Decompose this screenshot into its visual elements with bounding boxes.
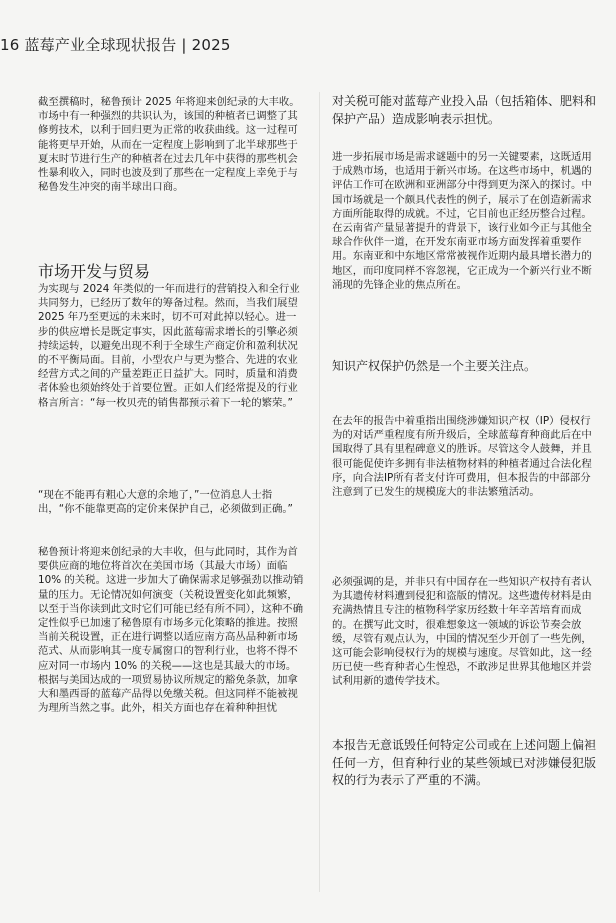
paragraph-text: 必须强调的是，并非只有中国存在一些知识产权持有者认为其遗传材料遭到侵犯和盗版的情况。这些遗传材料是由充满热情且专注的植物科学家历经数十年辛苦培育而成的。在撰写此文时，很难想象这一领域的诉讼节奏会放缓，尽管有观点认为，中国的情况至少开创了一些先例，这可能会影响侵权行为的规模与速度。尽管如此，这一经历已使一些育种者心生惶恐，不敢涉足世界其他地区并尝试利用新的遗传学技术。 — [332, 576, 592, 688]
ip-section-title — [332, 358, 598, 375]
left-paragraph-4 — [38, 545, 304, 715]
paragraph-text: 截至撰稿时，秘鲁预计 2025 年将迎来创纪录的大丰收。市场中有一种强烈的共识认为，该国的种植者已调整了其修剪技术，以利于回归更为正常的收获曲线。这一过程可能将更早开始，从而在一定程度上影响到了北半球那些于夏末时节进行生产的种植者在过去几年中获得的那些机会性暴利收入，同时也波及到了那些在一定程度上幸免于与秘鲁发生冲突的南半球出口商。 — [38, 96, 300, 194]
market-section — [38, 262, 304, 410]
right-paragraph-2 — [332, 150, 598, 292]
left-quote-paragraph — [38, 488, 304, 516]
left-paragraph-1 — [38, 95, 304, 194]
paragraph-text: 秘鲁预计将迎来创纪录的大丰收，但与此同时，其作为首要供应商的地位将首次在美国市场（其最大市场）面临 10% 的关税。这进一步加大了确保需求足够强劲以推动销量的压力。无论情况如何演变（关税设置变化如此频繁，以至于当你读到此文时它们可能已经有所不同），这种不确定性似乎已加速了秘鲁原有市场多元化策略的推进。按照当前关税设置，正在进行调整以适应南方高丛品种新市场范式、从而影响其一度专属窗口的智利行业，也将不得不应对同一市场内 10% 的关税——这也是其最大的市场。 根据与美国达成的一项贸易协议所规定的豁免条款，加拿大和墨西哥的蓝莓产品得以免缴关税。但这同样不能被视为理所当然之事。此外，相关方面也存在着种种担忧 — [38, 546, 304, 715]
paragraph-text: 进一步拓展市场是需求谜题中的另一关键要素，这既适用于成熟市场，也适用于新兴市场。在这些市场中，机遇的评估工作可在欧洲和亚洲部分中得到更为深入的探讨。中国市场就是一个颇具代表性的例子，展示了在创造新需求方面所能取得的成就。不过，它目前也正经历整合过程。在云南省产量显著提升的背景下，该行业如今正与其他全球合作伙伴一道，在开发东南亚市场方面发挥着重要作用。东南亚和中东地区常常被视作近期内最具增长潜力的地区，而印度同样不容忽视，它正成为一个新兴行业不断涌现的先锋企业的焦点所在。 — [332, 151, 592, 291]
right-paragraph-4 — [332, 575, 598, 689]
section-title-market: 市场开发与贸易 — [38, 262, 151, 281]
right-closing-paragraph — [332, 737, 598, 790]
quote-text: “现在不能再有粗心大意的余地了，”一位消息人士指出，“你不能靠更高的定价来保护自己，必须做到正确。” — [38, 489, 293, 516]
section-title-ip: 知识产权保护仍然是一个主要关注点。 — [332, 359, 537, 373]
lead-text: 对关税可能对蓝莓产业投入品（包括箱体、肥料和保护产品）造成影响表示担忧。 — [332, 94, 597, 126]
column-divider — [319, 92, 320, 892]
paragraph-text: 为实现与 2024 年类似的一年而进行的营销投入和全行业共同努力，已经历了数年的筹备过程。然而，当我们展望 2025 年乃至更远的未来时，切不可对此掉以轻心。进一步的供应增长是既定事实，因此蓝莓需求增长的引擎必须持续运转，以避免出现不利于全球生产商定价和盈利状况的不平衡局面。目前，小型农户与更为整合、先进的农业经营方式之间的产量差距正日益扩大。同时，质量和消费者体验也须始终处于首要位置。正如人们经常提及的行业格言所言：“每一枚贝壳的销售都预示着下一轮的繁荣。” — [38, 283, 300, 409]
page-header: 16 蓝莓产业全球现状报告 | 2025 — [0, 36, 231, 54]
right-lead-paragraph — [332, 93, 598, 128]
right-paragraph-3 — [332, 414, 598, 499]
closing-text: 本报告无意诋毁任何特定公司或在上述问题上偏袒任何一方，但育种行业的某些领域已对涉嫌侵犯版权的行为表示了严重的不满。 — [332, 738, 597, 787]
paragraph-text: 在去年的报告中着重指出围绕涉嫌知识产权（IP）侵权行为的对话严重程度有所升级后，全球蓝莓育种商此后在中国取得了具有里程碑意义的胜诉。尽管这令人鼓舞，并且很可能促使许多拥有非法植物材料的种植者通过合法化程序，向合法IP所有者支付许可费用，但本报告的中部部分注意到了已发生的规模庞大的非法繁殖活动。 — [332, 415, 592, 499]
